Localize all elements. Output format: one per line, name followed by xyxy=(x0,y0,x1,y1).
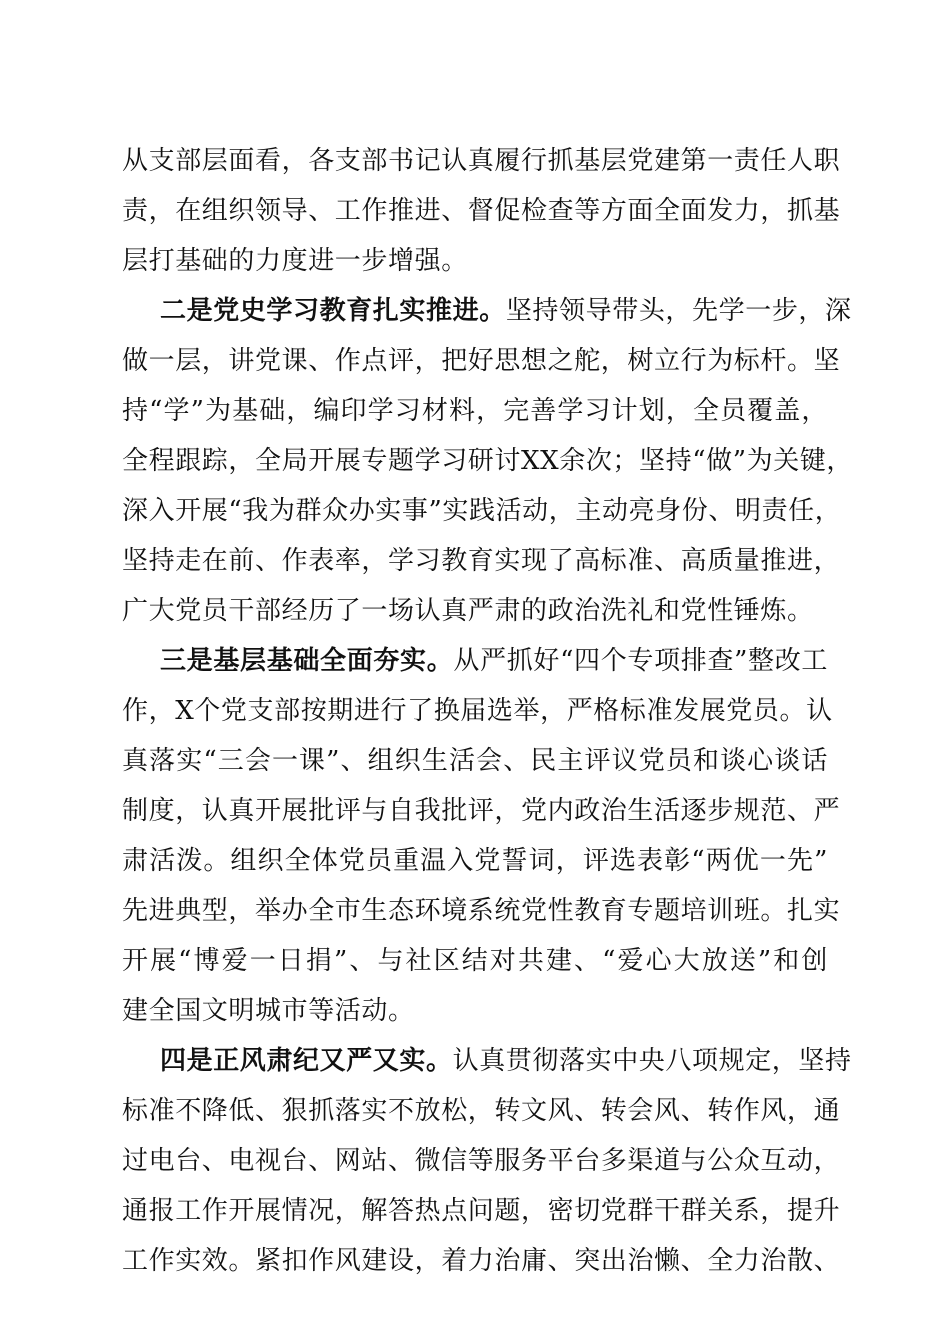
text-span: 认真贯彻落实中央八项规定，坚持 xyxy=(452,1046,852,1076)
text-line xyxy=(122,1036,852,1086)
text-line: 肃活泼。组织全体党员重温入党誓词，评选表彰“两优一先” xyxy=(122,846,828,876)
text-line: 全程跟踪，全局开展专题学习研讨XX余次；坚持“做”为关键， xyxy=(122,446,854,476)
paragraph xyxy=(122,1036,852,1286)
text-line: 工作实效。紧扣作风建设，着力治庸、突出治懒、全力治散、 xyxy=(122,1246,841,1276)
text-line: 坚持走在前、作表率，学习教育实现了高标准、高质量推进， xyxy=(122,546,841,576)
paragraph xyxy=(122,286,854,636)
paragraph-lead: 三是基层基础全面夯实。 xyxy=(160,646,454,676)
text-line: 先进典型，举办全市生态环境系统党性教育专题培训班。扎实 xyxy=(122,896,841,926)
text-line: 深入开展“我为群众办实事”实践活动，主动亮身份、明责任， xyxy=(122,496,842,526)
text-line: 建全国文明城市等活动。 xyxy=(122,996,415,1026)
paragraph xyxy=(122,136,841,286)
text-line: 层打基础的力度进一步增强。 xyxy=(122,246,468,276)
paragraph xyxy=(122,636,841,1036)
text-line: 制度，认真开展批评与自我批评，党内政治生活逐步规范、严 xyxy=(122,796,841,826)
text-span: 坚持领导带头，先学一步，深 xyxy=(505,296,852,326)
text-line: 通报工作开展情况，解答热点问题，密切党群干群关系，提升 xyxy=(122,1196,841,1226)
text-line xyxy=(122,636,828,686)
text-line: 持“学”为基础，编印学习材料，完善学习计划，全员覆盖， xyxy=(122,396,828,426)
document-body xyxy=(122,136,854,1286)
text-line: 从支部层面看，各支部书记认真履行抓基层党建第一责任人职 xyxy=(122,146,841,176)
text-line: 责，在组织领导、工作推进、督促检查等方面全面发力，抓基 xyxy=(122,196,841,226)
text-line: 过电台、电视台、网站、微信等服务平台多渠道与公众互动， xyxy=(122,1146,841,1176)
text-line: 广大党员干部经历了一场认真严肃的政治洗礼和党性锤炼。 xyxy=(122,596,814,626)
paragraph-lead: 四是正风肃纪又严又实。 xyxy=(160,1046,453,1076)
text-line: 标准不降低、狠抓落实不放松，转文风、转会风、转作风，通 xyxy=(122,1096,841,1126)
text-line: 做一层，讲党课、作点评，把好思想之舵，树立行为标杆。坚 xyxy=(122,346,841,376)
text-line xyxy=(122,286,852,336)
text-line: 开展“博爱一日捐”、与社区结对共建、“爱心大放送”和创 xyxy=(122,946,828,976)
text-span: 从严抓好“四个专项排查”整改工 xyxy=(453,646,828,676)
text-line: 真落实“三会一课”、组织生活会、民主评议党员和谈心谈话 xyxy=(122,746,828,776)
text-line: 作，X个党支部按期进行了换届选举，严格标准发展党员。认 xyxy=(122,696,833,726)
paragraph-lead: 二是党史学习教育扎实推进。 xyxy=(160,296,506,326)
